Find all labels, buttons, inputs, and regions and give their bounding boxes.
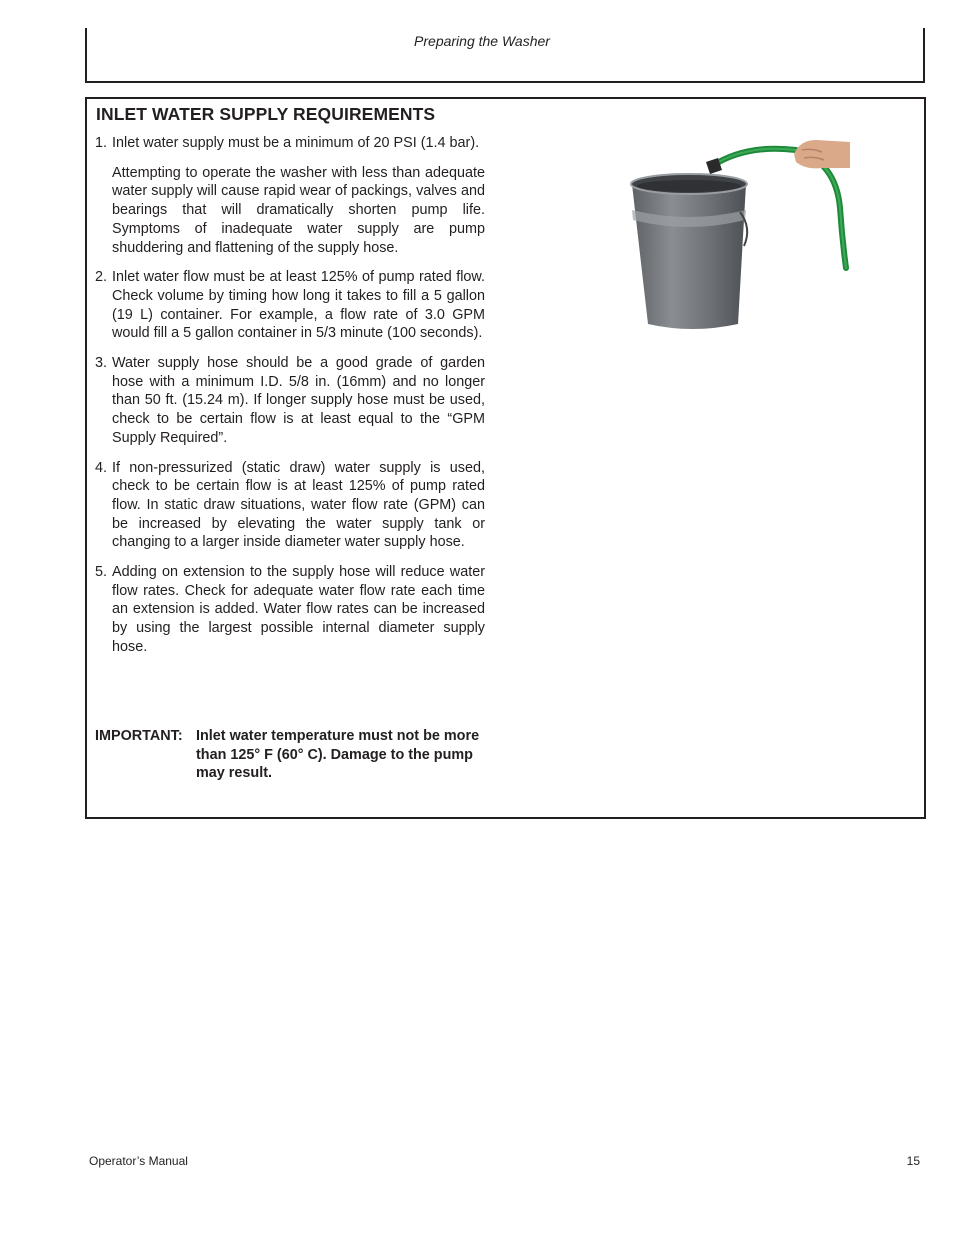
page-number: 15 [906, 1154, 920, 1168]
requirements-list [95, 134, 485, 668]
bucket-body [632, 184, 746, 329]
bucket-hose-photo [626, 128, 850, 334]
important-text: Inlet water temperature must not be more than 125° F (60° C). Damage to the pump may result. [196, 728, 480, 782]
item-number: 4. [95, 459, 108, 476]
footer-manual-title: Operator’s Manual [89, 1154, 188, 1168]
item-number: 3. [95, 355, 108, 372]
item-text: If non-pressurized (static draw) water supply is used, check to be certain flow is at least 125% of pump rated flow. In static draw situations, water flow rate (GPM) can be increased by elevating the water supply tank or changing to a larger inside diameter water supply hose. [112, 459, 485, 551]
item-number: 2. [95, 269, 108, 286]
section-heading: INLET WATER SUPPLY REQUIREMENTS [96, 104, 436, 124]
hand [794, 140, 850, 168]
list-item [95, 354, 485, 448]
item-extra-text: Attempting to operate the washer with less than adequate water supply will cause rapid wear of packings, valves and bearings that will dramatically shorten pump life. Symptoms of inadequate water supply are pump shuddering and flattening of the supply hose. [112, 164, 485, 256]
list-item [95, 563, 485, 657]
list-item [95, 134, 485, 257]
item-text: Water supply hose should be a good grade of garden hose with a minimum I.D. 5/8 in. (16mm) and no longer than 50 ft. (15.24 m). If longer supply hose must be used, check to be certain flow is at least equal to the “GPM Supply Required”. [112, 355, 485, 446]
important-note [95, 727, 500, 783]
item-text: Inlet water supply must be a minimum of 20 PSI (1.4 bar). [112, 135, 480, 151]
list-item [95, 459, 485, 553]
item-number: 5. [95, 564, 108, 581]
item-number: 1. [95, 135, 108, 151]
important-label: IMPORTANT: [95, 728, 183, 744]
item-text: Adding on extension to the supply hose will reduce water flow rates. Check for adequate water flow rate each time an extension is added. Water flow rates can be increased by using the largest possible internal diameter supply hose. [112, 564, 485, 655]
list-item [95, 268, 485, 343]
page-header-title: Preparing the Washer [414, 33, 550, 49]
item-text: Inlet water flow must be at least 125% of pump rated flow. Check volume by timing how long it takes to fill a 5 gallon (19 L) container. For example, a flow rate of 3.0 GPM would fill a 5 gallon container in 5/3 minute (100 seconds). [112, 269, 485, 342]
